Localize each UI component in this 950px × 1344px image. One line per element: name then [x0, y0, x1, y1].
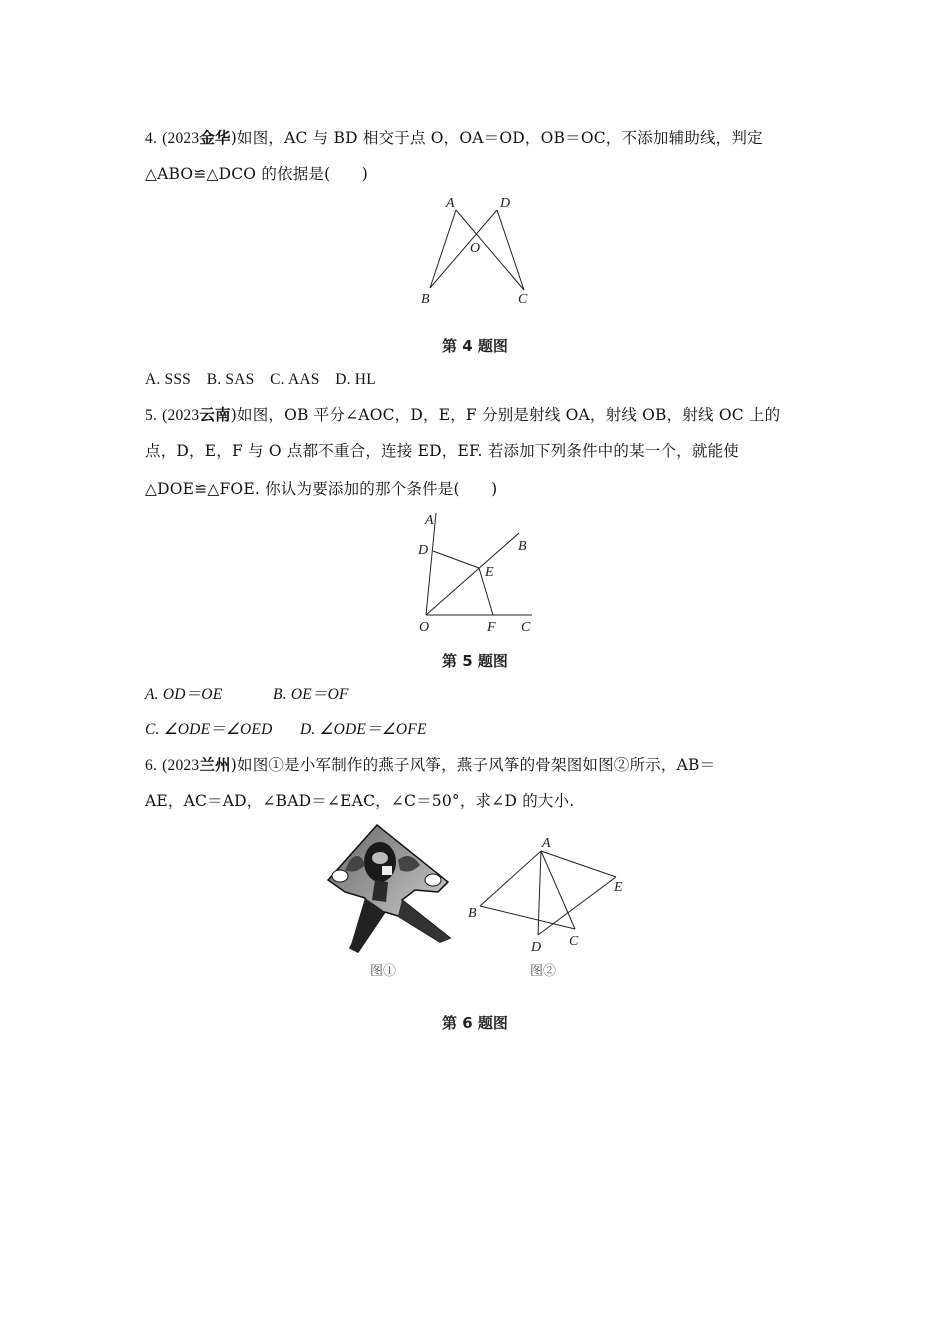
q5-figure-caption: 第 5 题图: [442, 652, 508, 670]
q6-sub-caption-2: 图②: [530, 964, 557, 979]
q5-stem-line3: △DOE≌△FOE. 你认为要添加的那个条件是( ): [145, 480, 498, 498]
q5-stem-line2: 点，D，E，F 与 O 点都不重合，连接 ED，EF. 若添加下列条件中的某一个，就能使: [145, 442, 739, 460]
q4-figure: [410, 190, 550, 315]
q5-option-d: D. ∠ODE＝∠OFE: [300, 721, 427, 738]
q6-label-c: C: [569, 934, 579, 949]
q5-label-d: D: [418, 543, 429, 558]
q5-label-b: B: [518, 539, 527, 554]
q5-option-b: B. OE＝OF: [273, 686, 349, 703]
q5-label-a: A: [425, 513, 434, 528]
q6-label-b: B: [468, 906, 477, 921]
q4-stem-line2: △ABO≌△DCO 的依据是( ): [145, 165, 369, 183]
q6-figure-2: [460, 825, 640, 955]
q4-label-d: D: [500, 196, 511, 211]
q6-label-d: D: [531, 940, 542, 955]
q5-stem-line1: [145, 405, 780, 426]
q4-label-a: A: [446, 196, 455, 211]
q5-number: 5.: [145, 407, 158, 424]
q4-source-place: 金华: [199, 129, 231, 147]
q4-label-b: B: [421, 292, 430, 307]
q4-source-year: (2023: [162, 130, 200, 147]
q5-stem-text: )如图，OB 平分∠AOC，D，E，F 分别是射线 OA，射线 OB，射线 OC 上的: [230, 406, 781, 424]
q4-figure-caption: 第 4 题图: [442, 337, 508, 355]
q5-source-place: 云南: [199, 406, 231, 424]
q6-figure-caption: 第 6 题图: [442, 1014, 508, 1032]
q6-label-e: E: [614, 880, 623, 895]
q4-label-o: O: [470, 241, 481, 256]
q6-label-a: A: [542, 836, 551, 851]
q6-number: 6.: [145, 757, 158, 774]
q5-option-a: A. OD＝OE: [145, 686, 223, 703]
q4-number: 4.: [145, 130, 158, 147]
q5-label-c: C: [521, 620, 531, 635]
q5-figure: [400, 500, 550, 645]
q4-label-c: C: [518, 292, 528, 307]
q4-stem-text: )如图，AC 与 BD 相交于点 O，OA＝OD，OB＝OC，不添加辅助线，判定: [230, 129, 763, 147]
q5-source-year: (2023: [162, 407, 200, 424]
q5-label-f: F: [487, 620, 496, 635]
q5-label-o: O: [419, 620, 430, 635]
q5-label-e: E: [485, 565, 494, 580]
kite-photo: [320, 820, 460, 960]
q6-stem-text: )如图①是小军制作的燕子风筝，燕子风筝的骨架图如图②所示，AB＝: [230, 756, 716, 774]
q6-source-place: 兰州: [199, 756, 231, 774]
q4-stem-line1: [145, 128, 763, 149]
q5-option-c: C. ∠ODE＝∠OED: [145, 721, 273, 738]
q4-options: A. SSS B. SAS C. AAS D. HL: [145, 371, 376, 388]
q6-stem-line1: [145, 755, 715, 776]
q6-source-year: (2023: [162, 757, 200, 774]
q6-stem-line2: AE，AC＝AD，∠BAD＝∠EAC，∠C＝50°，求∠D 的大小.: [145, 792, 575, 810]
q6-sub-caption-1: 图①: [370, 964, 397, 979]
